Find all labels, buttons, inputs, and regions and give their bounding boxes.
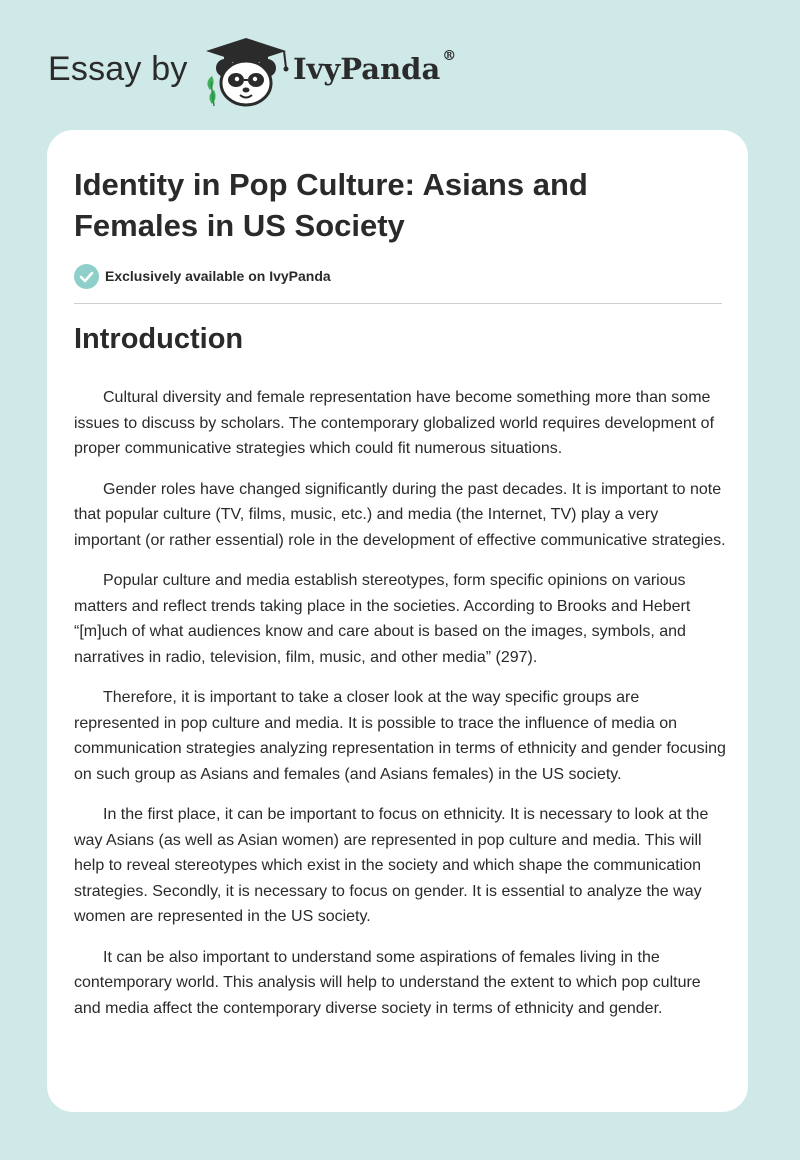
brand-name[interactable] (293, 48, 457, 86)
paragraph: Popular culture and media establish stereotypes, form specific opinions on various matters and reflect trends taking place in the societies. According to Brooks and Hebert “[m]uch of what audiences know and care about is based on the images, symbols, and narratives in radio, television, film, music, and other media” (297). (74, 572, 691, 666)
article-body (74, 385, 726, 1036)
section-heading: Introduction (74, 323, 244, 355)
check-icon (74, 264, 99, 289)
article-card (47, 130, 748, 1112)
brand-prefix: Essay by (48, 50, 188, 88)
divider (74, 303, 722, 304)
site-header (0, 0, 800, 130)
exclusive-label: Exclusively available on IvyPanda (105, 268, 331, 284)
paragraph: In the first place, it can be important to focus on ethnicity. It is necessary to look at the way Asians (as well as Asian women) are represented in pop culture and media. This will help to reveal stereotypes which exist in the society and which shape the communication strategies. Secondly, it is necessary to focus on gender. It is essential to analyze the way women are represented in the US society. (74, 806, 709, 925)
article-title: Identity in Pop Culture: Asians and Females in US Society (74, 167, 588, 243)
paragraph: Therefore, it is important to take a closer look at the way specific groups are represented in pop culture and media. It is possible to trace the influence of media on communication strategies analyzing representation in terms of ethnicity and gender focusing on such group as Asians and females (and Asians females) in the US society. (74, 689, 726, 783)
paragraph: Gender roles have changed significantly during the past decades. It is important to note that popular culture (TV, films, music, etc.) and media (the Internet, TV) play a very important (or rather essential) role in the development of effective communicative strategies. (74, 480, 726, 549)
paragraph: Cultural diversity and female representation have become something more than some issues to discuss by scholars. The contemporary globalized world requires development of proper communicative strategies which could fit numerous situations. (74, 389, 715, 457)
exclusive-badge (74, 263, 331, 289)
panda-graduate-icon[interactable] (200, 36, 292, 108)
brand-name-text: IvyPanda (293, 52, 441, 86)
paragraph: It can be also important to understand some aspirations of females living in the contemporary world. This analysis will help to understand the extent to which pop culture and media affect the contemporary diverse society in terms of ethnicity and gender. (74, 948, 701, 1017)
registered-mark: ® (442, 48, 457, 64)
